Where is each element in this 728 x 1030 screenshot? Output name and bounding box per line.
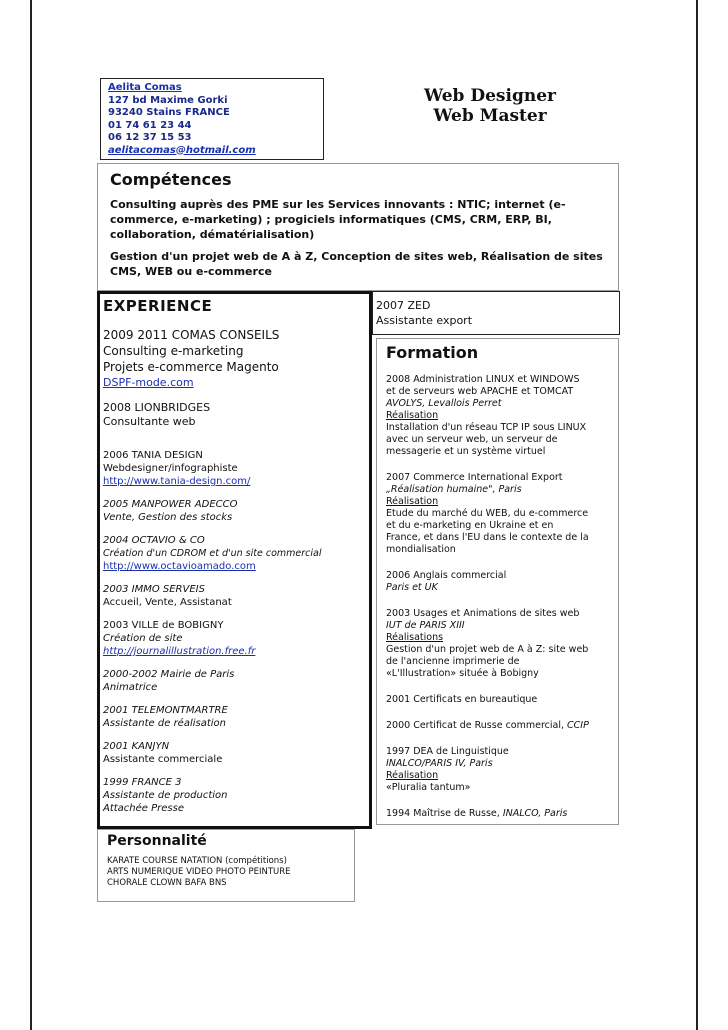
exp-2001b-head: 2001 KANJYN: [103, 741, 170, 752]
exp-2004-l1: Création d'un CDROM et d'un site commercial: [103, 548, 322, 559]
exp-2000-l1: Animatrice: [103, 682, 158, 693]
form-2003-d3: «L'Illustration» située à Bobigny: [386, 668, 539, 679]
exp-2008-l1: Consultante web: [103, 415, 196, 428]
form-2000-org: CCIP: [567, 720, 589, 731]
exp-2003b-link[interactable]: http://journalillustration.free.fr: [103, 646, 256, 657]
formation-box: [376, 338, 619, 825]
form-2008-d3: messagerie et un système virtuel: [386, 446, 546, 457]
personnalite-l1: KARATE COURSE NATATION (compétitions): [107, 856, 287, 866]
experience-title: EXPERIENCE: [103, 297, 213, 315]
form-2007-d4: mondialisation: [386, 544, 456, 555]
form-2007-label: Réalisation: [386, 496, 439, 507]
zed-head: 2007 ZED: [376, 299, 431, 312]
exp-2009-l1: Consulting e-marketing: [103, 344, 244, 358]
exp-2005-l1: Vente, Gestion des stocks: [103, 512, 233, 523]
exp-2001a-head: 2001 TELEMONTMARTRE: [103, 705, 228, 716]
competences-p1: Consulting auprès des PME sur les Services innovants : NTIC; internet (e-commerce, e-marketing) ; progiciels informatiques (CMS, CRM, ERP, BI, collaboration, dématérialisation): [110, 198, 566, 241]
form-2003-head: 2003 Usages et Animations de sites web: [386, 608, 580, 619]
contact-address: 127 bd Maxime Gorki: [108, 94, 228, 106]
contact-phone2: 06 12 37 15 53: [108, 132, 192, 143]
exp-2001b-l1: Assistante commerciale: [103, 754, 223, 765]
form-2006-org: Paris et UK: [386, 582, 438, 593]
form-2003-label: Réalisations: [386, 632, 444, 643]
form-2007-d2: et du e-marketing en Ukraine et en: [386, 520, 554, 531]
contact-city: 93240 Stains FRANCE: [108, 107, 230, 118]
exp-2000-head: 2000-2002 Mairie de Paris: [103, 669, 235, 680]
zed-box: [372, 291, 620, 335]
form-2008-label: Réalisation: [386, 410, 439, 421]
exp-2009-head: 2009 2011 COMAS CONSEILS: [103, 328, 280, 342]
exp-2004-link[interactable]: http://www.octavioamado.com: [103, 561, 256, 572]
exp-2003b-l1: Création de site: [103, 633, 183, 644]
contact-box: [100, 78, 324, 160]
form-1997-head: 1997 DEA de Linguistique: [386, 746, 509, 757]
personnalite-l3: CHORALE CLOWN BAFA BNS: [107, 878, 227, 888]
exp-1999-head: 1999 FRANCE 3: [103, 777, 182, 788]
form-1997-label: Réalisation: [386, 770, 439, 781]
form-2007-d1: Etude du marché du WEB, du e-commerce: [386, 508, 589, 519]
form-2008-d2: avec un serveur web, un serveur de: [386, 434, 558, 445]
form-1994-org: INALCO, Paris: [502, 808, 568, 819]
form-2007-org: „Réalisation humaine", Paris: [386, 484, 522, 495]
job-title: [400, 86, 580, 126]
personnalite-box: [97, 829, 355, 902]
exp-2009-link[interactable]: DSPF-mode.com: [103, 376, 194, 389]
form-2003-org: IUT de PARIS XIII: [386, 620, 465, 631]
form-2008-d1: Installation d'un réseau TCP IP sous LINUX: [386, 422, 587, 433]
exp-2001a-l1: Assistante de réalisation: [103, 718, 227, 729]
competences-p2: Gestion d'un projet web de A à Z, Conception de sites web, Réalisation de sites CMS, WEB ou e-commerce: [110, 250, 603, 278]
form-2008-l1: et de serveurs web APACHE et TOMCAT: [386, 386, 574, 397]
form-2003-d2: de l'ancienne imprimerie de: [386, 656, 520, 667]
exp-2003a-head: 2003 IMMO SERVEIS: [103, 584, 205, 595]
competences-title: Compétences: [110, 170, 232, 189]
page-right-border: [696, 0, 698, 1030]
form-2006-head: 2006 Anglais commercial: [386, 570, 507, 581]
form-1997-d1: «Pluralia tantum»: [386, 782, 471, 793]
contact-name[interactable]: Aelita Comas: [108, 82, 182, 93]
form-2007-d3: France, et dans l'EU dans le contexte de la: [386, 532, 589, 543]
form-1997-org: INALCO/PARIS IV, Paris: [386, 758, 493, 769]
personnalite-title: Personnalité: [107, 833, 207, 849]
form-2008-org: AVOLYS, Levallois Perret: [386, 398, 502, 409]
page-left-border: [30, 0, 32, 1030]
form-2001-head: 2001 Certificats en bureautique: [386, 694, 538, 705]
form-2003-d1: Gestion d'un projet web de A à Z: site web: [386, 644, 589, 655]
exp-2006-head: 2006 TANIA DESIGN: [103, 450, 203, 461]
exp-2008-head: 2008 LIONBRIDGES: [103, 401, 211, 414]
contact-email[interactable]: aelitacomas@hotmail.com: [108, 144, 256, 156]
experience-box: [97, 291, 372, 829]
exp-2006-l1: Webdesigner/infographiste: [103, 463, 238, 474]
form-2000-head: 2000 Certificat de Russe commercial,: [386, 720, 568, 731]
form-2007-head: 2007 Commerce International Export: [386, 472, 563, 483]
competences-box: [97, 163, 619, 291]
form-1994: [386, 808, 618, 820]
exp-2005-head: 2005 MANPOWER ADECCO: [103, 499, 238, 510]
contact-phone1: 01 74 61 23 44: [108, 119, 192, 131]
job-title-line1: Web Designer: [424, 86, 556, 106]
job-title-line2: Web Master: [433, 106, 547, 126]
personnalite-l2: ARTS NUMERIQUE VIDEO PHOTO PEINTURE: [107, 867, 291, 877]
exp-2003b-head: 2003 VILLE de BOBIGNY: [103, 620, 224, 631]
form-1994-head: 1994 Maîtrise de Russe,: [386, 808, 503, 819]
exp-1999-l1: Assistante de production: [103, 790, 228, 801]
exp-2004-head: 2004 OCTAVIO & CO: [103, 535, 205, 546]
exp-2009-l2: Projets e-commerce Magento: [103, 360, 279, 374]
exp-2006-link[interactable]: http://www.tania-design.com/: [103, 476, 251, 487]
form-2008-head: 2008 Administration LINUX et WINDOWS: [386, 374, 580, 385]
form-2000: [386, 720, 618, 732]
formation-title: Formation: [386, 343, 479, 362]
exp-2003a-l1: Accueil, Vente, Assistanat: [103, 597, 232, 608]
zed-role: Assistante export: [376, 314, 473, 327]
exp-1999-l2: Attachée Presse: [103, 803, 184, 814]
